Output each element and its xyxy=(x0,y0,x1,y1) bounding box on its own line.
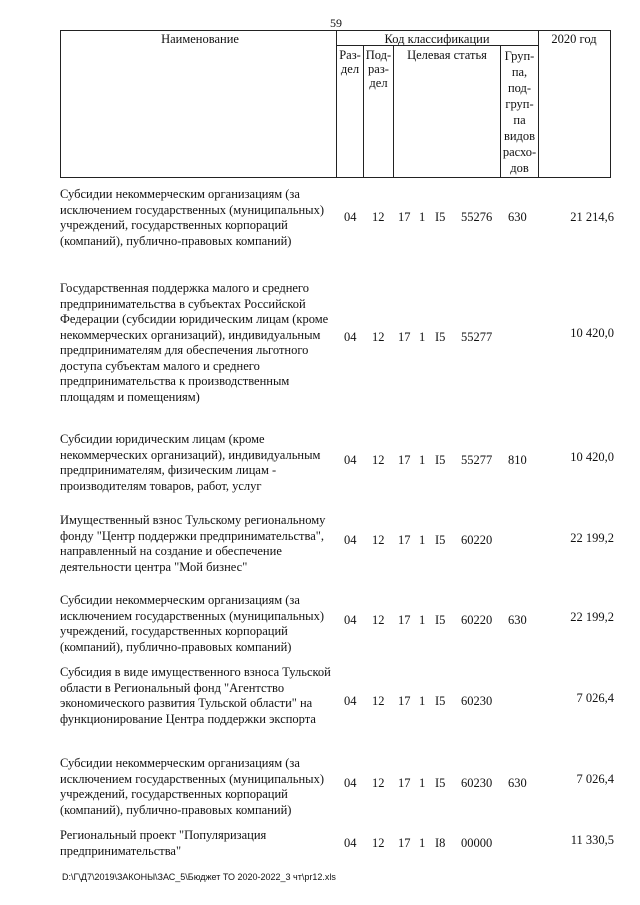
table-row xyxy=(60,513,620,579)
row-section: 04 xyxy=(344,836,357,850)
row-value: 7 026,4 xyxy=(576,691,614,705)
table-row xyxy=(60,187,620,257)
row-target-2: 1 xyxy=(419,613,426,627)
row-value: 10 420,0 xyxy=(570,450,614,464)
row-target-1: 17 xyxy=(398,836,411,850)
row-value: 21 214,6 xyxy=(570,210,614,224)
file-path-footer: D:\Г\Д7\2019\ЗАКОНЫ\ЗАС_5\Бюджет ТО 2020-2022_3 чт\pr12.xls xyxy=(62,872,336,882)
header-subsection: Под-раз-дел xyxy=(365,48,392,90)
row-name: Имущественный взнос Тульскому региональному фонду "Центр поддержки предпринимательства", направленный на создание и обеспечение деятельности центра "Мой бизнес" xyxy=(60,513,326,574)
row-subsection: 12 xyxy=(372,453,385,467)
header-name: Наименование xyxy=(161,32,239,46)
row-group: 630 xyxy=(508,776,527,790)
row-target-3: I5 xyxy=(435,776,446,790)
row-target-1: 17 xyxy=(398,210,411,224)
row-target-4: 55276 xyxy=(461,210,493,224)
row-target-3: I5 xyxy=(435,210,446,224)
table-header xyxy=(60,30,610,178)
row-target-4: 60220 xyxy=(461,533,493,547)
row-name: Субсидии некоммерческим организациям (за исключением государственных (муниципальных) учреждений, государственных корпораций (компаний), публично-правовых компаний) xyxy=(60,593,324,654)
header-group: Груп-па, под-груп-па видов расхо-дов xyxy=(502,49,537,175)
row-target-1: 17 xyxy=(398,453,411,467)
row-subsection: 12 xyxy=(372,776,385,790)
row-target-2: 1 xyxy=(419,453,426,467)
table-row xyxy=(60,665,620,745)
row-value: 22 199,2 xyxy=(570,531,614,545)
row-name: Государственная поддержка малого и среднего предпринимательства в субъектах Российской Федерации (субсидии юридическим лицам (кроме некоммерческих организаций), индивидуальным предпринимателям для обеспечения льготного доступа субъектам малого и среднего предпринимательства к производственным площадям и помещениям) xyxy=(60,281,329,404)
row-target-4: 00000 xyxy=(461,836,493,850)
row-value: 10 420,0 xyxy=(570,326,614,340)
row-subsection: 12 xyxy=(372,694,385,708)
row-target-1: 17 xyxy=(398,694,411,708)
row-value: 11 330,5 xyxy=(570,833,614,847)
row-target-4: 55277 xyxy=(461,330,493,344)
row-target-3: I5 xyxy=(435,533,446,547)
row-subsection: 12 xyxy=(372,210,385,224)
row-subsection: 12 xyxy=(372,613,385,627)
row-section: 04 xyxy=(344,694,357,708)
row-target-1: 17 xyxy=(398,776,411,790)
row-section: 04 xyxy=(344,210,357,224)
row-name: Субсидии некоммерческим организациям (за исключением государственных (муниципальных) учреждений, государственных корпораций (компаний), публично-правовых компаний) xyxy=(60,187,324,248)
table-row xyxy=(60,593,620,659)
page-number: 59 xyxy=(330,16,342,30)
row-subsection: 12 xyxy=(372,533,385,547)
row-target-4: 60220 xyxy=(461,613,493,627)
row-group: 630 xyxy=(508,210,527,224)
header-section: Раз-дел xyxy=(339,48,361,76)
row-target-3: I5 xyxy=(435,694,446,708)
row-name: Региональный проект "Популяризация предпринимательства" xyxy=(60,828,267,858)
table-row xyxy=(60,756,620,822)
row-target-2: 1 xyxy=(419,836,426,850)
row-section: 04 xyxy=(344,776,357,790)
row-target-2: 1 xyxy=(419,330,426,344)
table-row xyxy=(60,432,620,498)
row-group: 810 xyxy=(508,453,527,467)
row-subsection: 12 xyxy=(372,836,385,850)
row-target-1: 17 xyxy=(398,613,411,627)
row-group: 630 xyxy=(508,613,527,627)
row-section: 04 xyxy=(344,613,357,627)
row-target-1: 17 xyxy=(398,533,411,547)
row-target-2: 1 xyxy=(419,776,426,790)
row-section: 04 xyxy=(344,533,357,547)
table-row xyxy=(60,281,620,411)
row-target-4: 60230 xyxy=(461,776,493,790)
row-target-2: 1 xyxy=(419,694,426,708)
row-name: Субсидии юридическим лицам (кроме некоммерческих организаций), индивидуальным предпринимателям, физическим лицам - производителям товаров, работ, услуг xyxy=(60,432,321,493)
header-code: Код классификации xyxy=(384,32,490,46)
row-target-4: 60230 xyxy=(461,694,493,708)
row-section: 04 xyxy=(344,453,357,467)
header-target: Целевая статья xyxy=(407,48,487,62)
row-subsection: 12 xyxy=(372,330,385,344)
row-value: 22 199,2 xyxy=(570,610,614,624)
row-target-3: I8 xyxy=(435,836,446,850)
table-row xyxy=(60,828,620,862)
row-target-3: I5 xyxy=(435,453,446,467)
row-target-1: 17 xyxy=(398,330,411,344)
row-section: 04 xyxy=(344,330,357,344)
row-target-4: 55277 xyxy=(461,453,493,467)
row-name: Субсидия в виде имущественного взноса Тульской области в Региональный фонд "Агентство экономического развития Тульской области" на функционирование Центра поддержки экспорта xyxy=(60,665,331,726)
row-name: Субсидии некоммерческим организациям (за исключением государственных (муниципальных) учреждений, государственных корпораций (компаний), публично-правовых компаний) xyxy=(60,756,324,817)
row-target-3: I5 xyxy=(435,330,446,344)
row-target-3: I5 xyxy=(435,613,446,627)
row-target-2: 1 xyxy=(419,533,426,547)
header-year: 2020 год xyxy=(551,32,597,46)
row-value: 7 026,4 xyxy=(576,772,614,786)
row-target-2: 1 xyxy=(419,210,426,224)
